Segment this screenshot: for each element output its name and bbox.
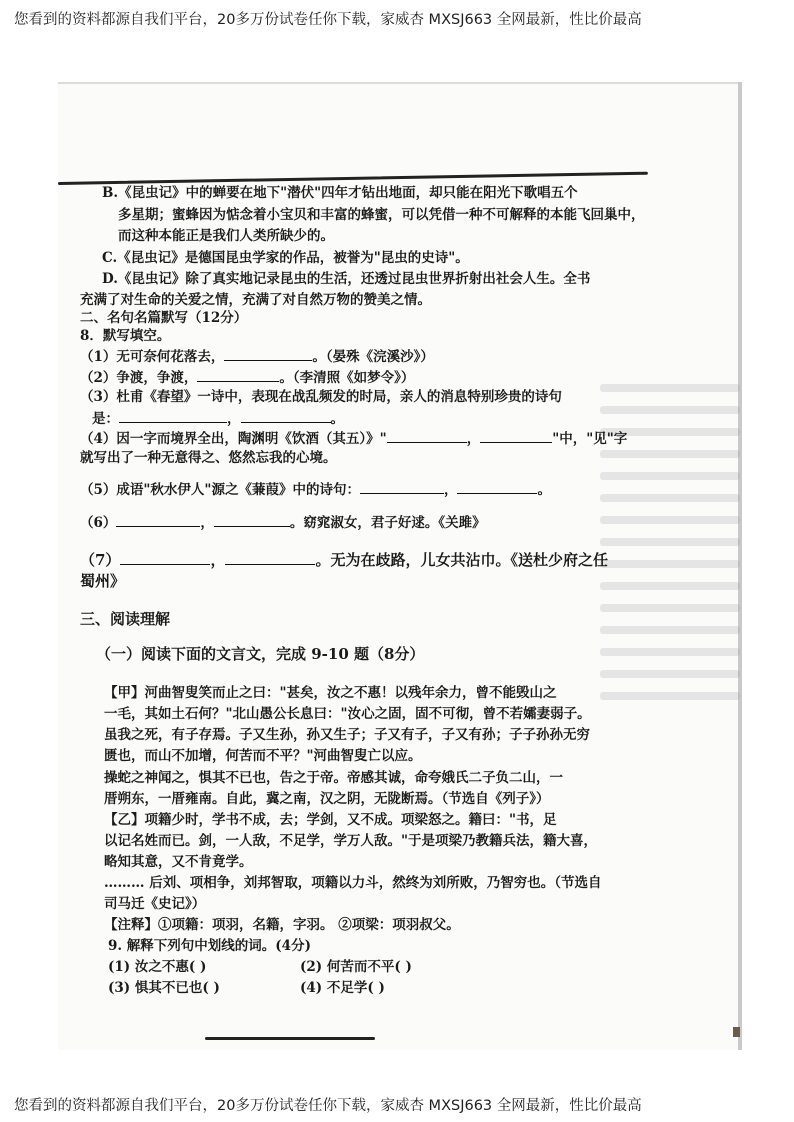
section2-heading: 二、名句名篇默写（12分） [80,310,248,326]
fill-line-7b: 蜀州》 [80,572,126,590]
fill-6-prefix: （6） [80,515,117,531]
bleed-through-text [600,370,740,730]
fill-2-suffix: 。（李清照《如梦令》） [279,370,415,386]
fill-2-prefix: （2）争渡，争渡， [80,370,198,386]
option-b-line3: 而这种本能正是我们人类所缺少的。 [118,228,334,244]
fill-1-prefix: （1）无可奈何花落去， [80,349,225,365]
answer-blank-5b[interactable] [457,480,537,494]
annotation-note: 【注释】①项籍：项羽，名籍，字羽。 ②项梁：项羽叔父。 [104,917,460,933]
passage-yi-line3: 略知其意，又不肯竟学。 [104,854,253,870]
answer-blank-4b[interactable] [480,429,552,443]
passage-yi-line4: ……… 后刘、项相争，刘邦智取，项籍以力斗，然终为刘所败，乃智穷也。（节选自 [104,875,602,891]
fill-4-prefix: （4）因一字而境界全出，陶渊明《饮酒（其五）》" [80,431,387,447]
fill-1-suffix: 。（晏殊《浣溪沙》） [312,349,434,365]
fill-line-4 [80,429,627,448]
fill-5-comma: ， [443,482,458,498]
fill-4-comma: ， [466,431,481,447]
answer-blank-3b[interactable] [241,409,331,423]
fill-5-end: 。 [537,482,551,498]
passage-jia-line5: 操蛇之神闻之，惧其不已也，告之于帝。帝感其诚，命夸娥氏二子负二山，一 [104,770,563,786]
fill-line-6 [80,513,486,532]
fill-3-prefix: 是： [92,411,119,427]
fill-line-3a: （3）杜甫《春望》一诗中，表现在战乱频发的时局，亲人的消息特别珍贵的诗句 [80,389,562,405]
fill-line-4b: 就写出了一种无意得之、悠然忘我的心境。 [80,450,337,466]
fill-line-1 [80,347,434,366]
fill-6-suffix: 。窈窕淑女，君子好逑。《关雎》 [289,515,486,531]
q9-item-1[interactable]: (1) 汝之不惠( ) [108,959,207,975]
question-9: 9. 解释下列句中划线的词。(4分) [108,938,311,954]
fill-line-3b [92,409,344,428]
passage-jia-line2: 一毛，其如土石何？"北山愚公长息曰："汝心之固，固不可彻，曾不若孀妻弱子。 [104,706,591,722]
answer-blank-4a[interactable] [387,429,467,443]
top-banner: 您看到的资料都源自我们平台，20多万份试卷任你下载，家威杏 MXSJ663 全网最新，性比价最高 [14,12,642,28]
answer-blank-3a[interactable] [119,409,227,423]
question-8: 8．默写填空。 [80,328,171,344]
bottom-divider-line [205,1037,375,1040]
fill-3-end: 。 [330,411,344,427]
answer-blank-6a[interactable] [116,513,200,527]
passage-jia-line4: 匮也，而山不加增，何苦而不平？"河曲智叟亡以应。 [104,748,422,764]
passage-yi-line1: 【乙】项籍少时，学书不成，去；学剑，又不成。项梁怒之。籍曰："书，足 [104,812,557,828]
fill-6-comma: ， [200,515,214,531]
q9-item-3[interactable]: (3) 惧其不已也( ) [108,980,220,996]
passage-yi-line2: 以记名姓而已。剑，一人敌，不足学，学万人敌。"于是项梁乃教籍兵法，籍大喜， [104,833,598,849]
fill-line-5 [80,480,551,499]
answer-blank-5a[interactable] [360,480,444,494]
fill-7-suffix: 。无为在歧路，儿女共沾巾。《送杜少府之任 [315,551,608,569]
scan-edge-top [58,82,742,84]
option-c: C.《昆虫记》是德国昆虫学家的作品，被誉为"昆虫的史诗"。 [102,250,469,266]
answer-blank-7a[interactable] [120,551,210,565]
answer-blank-2[interactable] [197,368,279,382]
passage-jia-line1: 【甲】河曲智叟笑而止之曰："甚矣，汝之不惠！以残年余力，曾不能毁山之 [104,685,557,701]
fill-3-comma: ， [227,411,241,427]
q9-item-4[interactable]: (4) 不足学( ) [300,980,385,996]
fill-line-7 [80,551,608,569]
reading-subheading: （一）阅读下面的文言文，完成 9-10 题（8分） [96,645,425,663]
q9-item-2[interactable]: (2) 何苦而不平( ) [300,959,412,975]
passage-jia-line6: 厝朔东，一厝雍南。自此，冀之南，汉之阴，无陇断焉。（节选自《列子》） [104,791,550,807]
fill-4-suffix: "中，"见"字 [552,431,628,447]
option-d-line2: 充满了对生命的关爱之情，充满了对自然万物的赞美之情。 [80,292,431,308]
option-b-line2: 多星期；蜜蜂因为惦念着小宝贝和丰富的蜂蜜，可以凭借一种不可解释的本能飞回巢中， [118,207,645,223]
passage-jia-line3: 虽我之死，有子存焉。子又生孙，孙又生子；子又有子，子又有孙；子子孙孙无穷 [104,727,590,743]
scan-artifact [733,1027,740,1037]
answer-blank-6b[interactable] [214,513,290,527]
option-b-line1: B.《昆虫记》中的蝉要在地下"潜伏"四年才钻出地面，却只能在阳光下歌唱五个 [102,185,578,201]
bottom-banner: 您看到的资料都源自我们平台，20多万份试卷任你下载，家威杏 MXSJ663 全网最新，性比价最高 [14,1098,642,1114]
fill-7-comma: ， [210,551,226,569]
fill-7-prefix: （7） [80,551,121,569]
fill-5-prefix: （5）成语"秋水伊人"源之《蒹葭》中的诗句： [80,482,360,498]
answer-blank-1[interactable] [224,347,312,361]
fill-line-2 [80,368,414,387]
option-d-line1: D.《昆虫记》除了真实地记录昆虫的生活，还透过昆虫世界折射出社会人生。全书 [102,271,591,287]
answer-blank-7b[interactable] [225,551,315,565]
passage-yi-line5: 司马迁《史记》） [104,896,206,912]
section3-heading: 三、阅读理解 [80,610,171,628]
